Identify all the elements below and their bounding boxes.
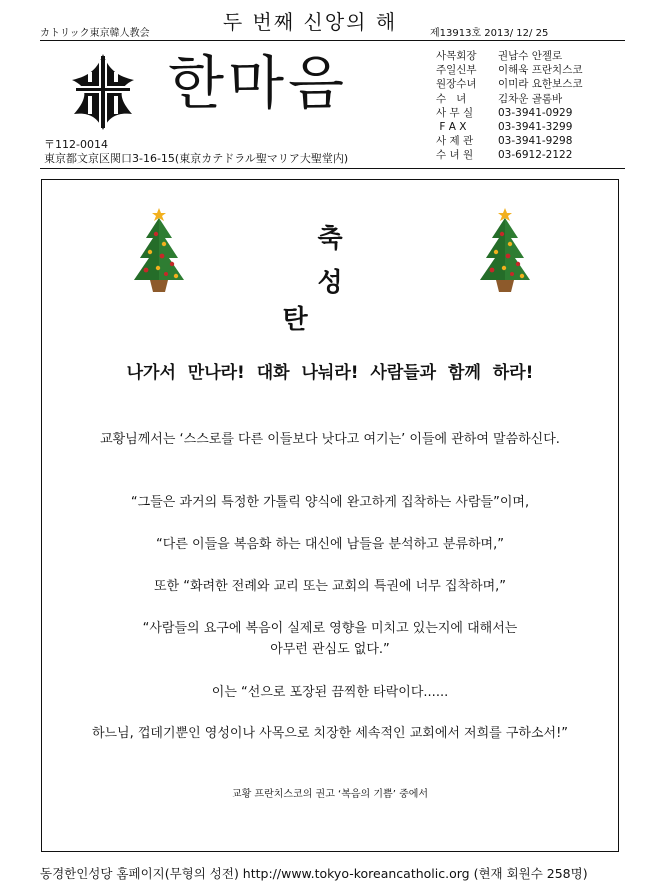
staff-role: 수 녀 원 bbox=[436, 149, 474, 162]
staff-role: 사목회장 bbox=[436, 50, 477, 62]
staff-row bbox=[436, 49, 582, 63]
staff-name: 이미라 요한보스코 bbox=[498, 78, 583, 91]
staff-row bbox=[436, 134, 582, 148]
christmas-tree-icon bbox=[132, 206, 186, 294]
staff-row bbox=[436, 92, 582, 106]
postal-code: 〒112-0014 bbox=[44, 138, 108, 151]
staff-name: 김차운 골롬바 bbox=[498, 92, 563, 105]
staff-contact-list bbox=[436, 49, 582, 163]
staff-role: 원장수녀 bbox=[436, 78, 477, 91]
headline: 나가서 만나라! 대화 나눠라! 사람들과 함께 하라! bbox=[126, 363, 534, 383]
body-paragraph-6: 이는 “선으로 포장된 끔찍한 타락이다...... bbox=[211, 685, 449, 700]
staff-row bbox=[436, 120, 582, 134]
issue-number-date: 제13913호 2013/ 12/ 25 bbox=[430, 28, 549, 39]
staff-phone: 03-3941-3299 bbox=[498, 121, 573, 134]
staff-phone: 03-3941-0929 bbox=[498, 106, 573, 119]
staff-phone: 03-3941-9298 bbox=[498, 135, 573, 148]
body-paragraph-5-line-2: 아무런 관심도 없다.” bbox=[270, 642, 390, 657]
footer-homepage-note: 동경한인성당 홈페이지(무형의 성전) http://www.tokyo-koreancatholic.org (현재 회원수 258명) bbox=[40, 866, 588, 881]
body-paragraph-7: 하느님, 껍데기뿐인 영성이나 사목으로 치장한 세속적인 교회에서 저희를 구하소서!” bbox=[91, 726, 569, 741]
staff-role: 수 녀 bbox=[436, 92, 467, 105]
staff-name: 권남수 안젤로 bbox=[498, 50, 563, 62]
greeting-line-2: 성탄 bbox=[282, 268, 413, 335]
staff-row bbox=[436, 63, 582, 77]
year-title: 두 번째 신앙의 해 bbox=[222, 10, 398, 34]
church-address: 東京都文京区関口3-16-15(東京カテドラル聖マリア大聖堂内) bbox=[44, 152, 349, 165]
body-paragraph-1: 교황님께서는 ‘스스로를 다른 이들보다 낫다고 여기는’ 이들에 관하여 말씀하신다. bbox=[100, 432, 560, 447]
header-rule-bottom bbox=[40, 168, 625, 169]
greeting-line-1: 축 bbox=[317, 224, 343, 254]
staff-name: 이해욱 프란치스코 bbox=[498, 64, 583, 77]
staff-role: 사 제 관 bbox=[436, 135, 474, 148]
header-rule-top bbox=[40, 40, 625, 41]
staff-role: F A X bbox=[436, 121, 467, 134]
staff-row bbox=[436, 77, 582, 91]
staff-role: 주일신부 bbox=[436, 64, 477, 77]
cathedral-cross-emblem-icon bbox=[62, 50, 144, 132]
staff-role: 사 무 실 bbox=[436, 106, 474, 119]
newsletter-masthead: 한마음 bbox=[168, 49, 349, 117]
staff-phone: 03-6912-2122 bbox=[498, 149, 573, 162]
staff-row bbox=[436, 106, 582, 120]
body-paragraph-5-line-1: “사람들의 요구에 복음이 실제로 영향을 미치고 있는지에 대해서는 bbox=[142, 621, 518, 636]
staff-row bbox=[436, 148, 582, 162]
quote-source: 교황 프란치스코의 권고 ‘복음의 기쁨’ 중에서 bbox=[231, 789, 429, 800]
body-paragraph-2: “그들은 과거의 특정한 가톨릭 양식에 완고하게 집착하는 사람들”이며, bbox=[130, 495, 530, 510]
christmas-tree-icon bbox=[478, 206, 532, 294]
body-paragraph-4: 또한 “화려한 전례와 교리 또는 교회의 특권에 너무 집착하며,” bbox=[153, 579, 507, 594]
body-paragraph-3: “다른 이들을 복음화 하는 대신에 남들을 분석하고 분류하며,” bbox=[156, 537, 504, 552]
church-name-japanese: カトリック東京韓人教会 bbox=[40, 28, 150, 39]
